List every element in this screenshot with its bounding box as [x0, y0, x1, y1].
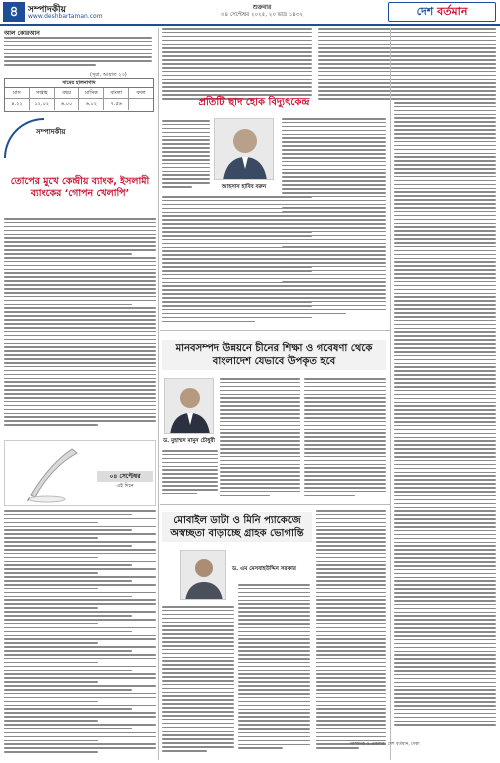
rate-value-cell: ১২.০২	[30, 99, 55, 110]
feature-3-body-a	[162, 606, 234, 758]
author-portrait-icon	[181, 551, 226, 600]
section-divider	[160, 504, 390, 505]
on-this-day-title: ০৪ সেপ্টেম্বর	[97, 471, 153, 482]
rate-table-title: দামের হালনাগাদ	[5, 79, 153, 88]
author-portrait-icon	[215, 119, 274, 180]
column-divider	[390, 28, 391, 760]
feature-2-body-b	[304, 378, 386, 500]
logo-word-1: দেশ	[416, 5, 434, 18]
issue-day: শুক্রবার	[252, 4, 272, 11]
editorial-ornament	[4, 118, 44, 158]
footer-credit: সম্পাদক ও প্রকাশক: দেশ বর্তমান, ঢাকা	[350, 742, 420, 747]
rate-header-cell: বছর	[55, 88, 80, 98]
feature-2-headline[interactable]: মানবসম্পদ উন্নয়নে চীনের শিক্ষা ও গবেষণা থেকে বাংলাদেশ যেভাবে উপকৃত হবে	[175, 343, 373, 367]
author-photo	[180, 550, 226, 600]
section-name: সম্পাদকীয়	[28, 5, 66, 15]
author-photo	[164, 378, 214, 434]
editorial-label-block	[4, 118, 156, 166]
feature-3-body-c	[316, 510, 386, 758]
on-this-day-list	[4, 510, 156, 760]
feature-2-author: ড. মুহাম্মদ মামুন চৌধুরী	[163, 438, 215, 444]
rate-value-cell: ৬.০০	[55, 99, 80, 110]
issue-date: ০৪ সেপ্টেম্বর ২০২৫, ২০ ভাদ্র ১৪৩২	[220, 12, 304, 18]
rate-value-cell	[129, 99, 153, 110]
feature-3-author: ড. এম মেসবাহউদ্দিন সরকার	[232, 566, 296, 572]
newspaper-logo	[388, 2, 496, 22]
quill-pen-icon	[17, 445, 87, 503]
masthead-rule	[0, 24, 500, 26]
feature-2-body-c	[162, 450, 218, 500]
page-number: ৪	[3, 2, 25, 22]
rate-table-row	[5, 99, 153, 110]
on-this-day-box	[4, 440, 156, 506]
rate-value-cell: ৬.০২	[79, 99, 104, 110]
feature-3-headline[interactable]: মোবাইল ডাটা ও মিনি প্যাকেজে অস্বচ্ছতা বাড়াচ্ছে গ্রাহক ভোগান্তি	[170, 515, 304, 539]
right-column-body	[394, 28, 496, 740]
feature-1-body-a	[162, 120, 210, 192]
rate-header-cell: বাংলা	[104, 88, 129, 98]
author-photo	[214, 118, 274, 180]
rate-table	[4, 78, 154, 112]
logo-word-2: বর্তমান	[437, 5, 468, 18]
website-url[interactable]: www.deshbartaman.com	[28, 13, 103, 20]
editorial-label: সম্পাদকীয়	[36, 128, 66, 136]
editorial-body	[4, 218, 156, 436]
rate-header-cell: মাস	[5, 88, 30, 98]
masthead	[0, 0, 500, 24]
feature-3-body-b	[238, 584, 310, 758]
feature-1-body-c	[282, 118, 386, 326]
feature-1-author: আহসান হাবিব বরুন	[221, 184, 267, 190]
feature-2-body-a	[220, 378, 300, 500]
rate-header-cell: বদল	[136, 90, 146, 96]
author-portrait-icon	[165, 379, 214, 434]
rate-value-cell: ৪.২২	[5, 99, 30, 110]
quran-heading: আল কোরআন	[4, 30, 40, 37]
rate-header-cell: মাসিক	[79, 88, 104, 98]
on-this-day-subtitle: এই দিনে	[116, 483, 134, 489]
section-divider	[160, 330, 390, 331]
editorial-headline[interactable]: তোপের মুখে কেন্দ্রীয় ব্যাংক, ইসলামী ব্যাংকের ‘গোপন খেলাপি’	[10, 176, 150, 199]
feature-1-headline[interactable]: প্রতিটি ছাদ হোক বিদ্যুৎকেন্দ্র	[198, 97, 310, 108]
column-divider	[158, 28, 159, 760]
quran-reference: (সূরা, আয়াত ২৩)	[90, 72, 127, 78]
rate-header-cell: সপ্তাহ	[30, 88, 55, 98]
quran-text	[4, 37, 152, 68]
rate-value-cell: ৭.৫৬	[104, 99, 129, 110]
rate-table-header	[5, 88, 153, 99]
